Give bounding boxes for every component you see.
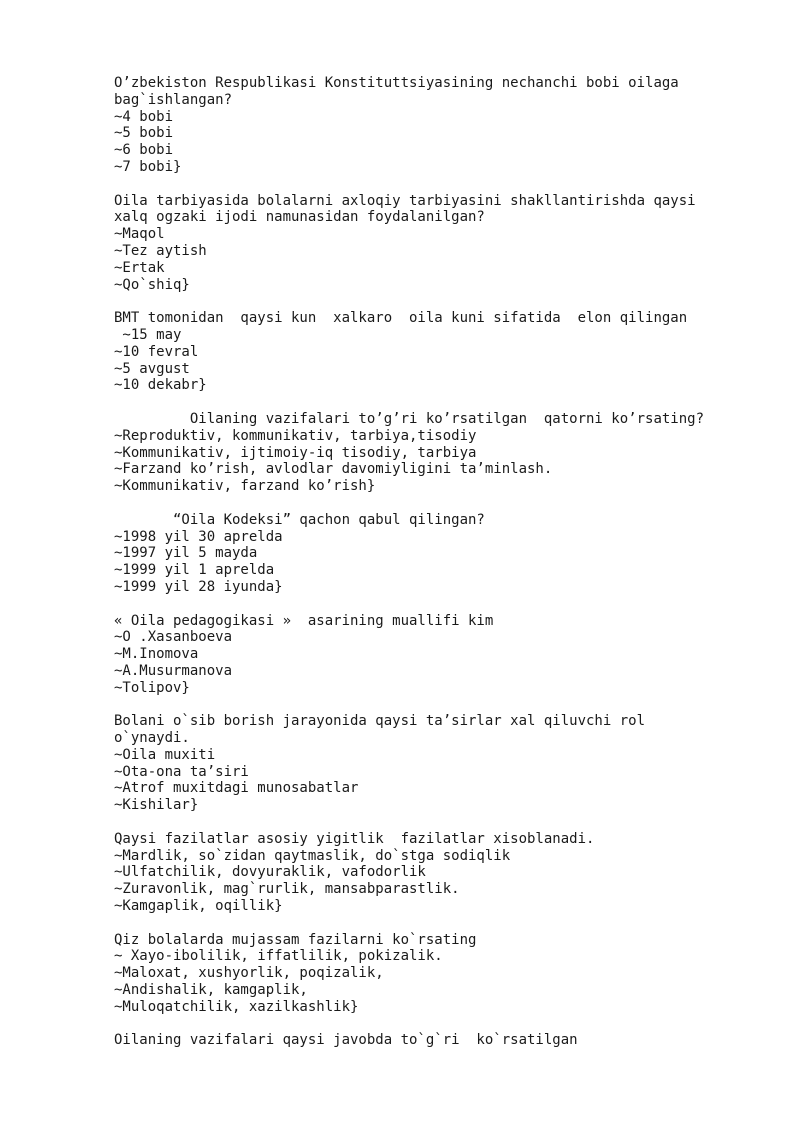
answer-option: ~Kishilar} [114, 797, 199, 814]
question-block [114, 310, 774, 394]
question-block [114, 831, 774, 915]
answer-option: ~Ulfatchilik, dovyuraklik, vafodorlik [114, 864, 426, 881]
answer-option: ~Maloxat, xushyorlik, poqizalik, [114, 965, 384, 982]
question-text: Oila tarbiyasida bolalarni axloqiy tarbiyasini shakllantirishda qaysi [114, 192, 696, 209]
question-text: Oilaning vazifalari to’g’ri ko’rsatilgan qatorni ko’rsating? [114, 410, 705, 427]
answer-option: ~10 fevral [114, 343, 199, 360]
answer-option: ~Maqol [114, 226, 165, 243]
question-text: “Oila Kodeksi” qachon qabul qilingan? [114, 511, 485, 528]
answer-option: ~7 bobi} [114, 158, 182, 175]
answer-option: ~1998 yil 30 aprelda [114, 528, 283, 545]
question-text: O’zbekiston Respublikasi Konstituttsiyasining nechanchi bobi oilaga [114, 75, 679, 91]
question-text: Oilaning vazifalari qaysi javobda to`g`ri ko`rsatilgan [114, 1032, 578, 1049]
answer-option: ~1999 yil 1 aprelda [114, 562, 275, 579]
answer-option: ~Kamgaplik, oqillik} [114, 898, 283, 915]
answer-option: ~Qo`shiq} [114, 276, 190, 293]
question-text: o`ynaydi. [114, 730, 190, 747]
answer-option: ~1999 yil 28 iyunda} [114, 578, 283, 595]
question-block [114, 713, 774, 814]
answer-option: ~Mardlik, so`zidan qaytmaslik, do`stga sodiqlik [114, 847, 511, 864]
question-block [114, 75, 774, 176]
question-text: « Oila pedagogikasi » asarining muallifi kim [114, 612, 494, 629]
answer-option: ~15 may [114, 326, 182, 343]
answer-option: ~5 avgust [114, 360, 190, 377]
answer-option: ~A.Musurmanova [114, 662, 233, 679]
question-list [114, 75, 774, 1066]
question-block [114, 411, 774, 495]
answer-option: ~Kommunikativ, ijtimoiy-iq tisodiy, tarbiya [114, 444, 477, 461]
question-text: Qaysi fazilatlar asosiy yigitlik fazilatlar xisoblanadi. [114, 830, 595, 847]
question-text: Bolani o`sib borish jarayonida qaysi ta’sirlar xal qiluvchi rol [114, 713, 646, 730]
question-text: Qiz bolalarda mujassam fazilarni ko`rsating [114, 931, 477, 948]
answer-option: ~O .Xasanboeva [114, 629, 233, 646]
answer-option: ~Muloqatchilik, xazilkashlik} [114, 998, 359, 1015]
question-block [114, 1032, 774, 1049]
question-text: bag`ishlangan? [114, 91, 233, 108]
answer-option: ~6 bobi [114, 142, 174, 159]
answer-option: ~ Xayo-ibolilik, iffatlilik, pokizalik. [114, 948, 443, 965]
answer-option: ~Tolipov} [114, 679, 190, 696]
question-block [114, 512, 774, 596]
question-text: xalq ogzaki ijodi namunasidan foydalanilgan? [114, 209, 485, 226]
question-block [114, 613, 774, 697]
answer-option: ~Ertak [114, 259, 165, 276]
question-text: BMT tomonidan qaysi kun xalkaro oila kuni sifatida elon qilingan [114, 310, 688, 327]
answer-option: ~1997 yil 5 mayda [114, 545, 258, 562]
answer-option: ~Atrof muxitdagi munosabatlar [114, 780, 359, 797]
answer-option: ~Andishalik, kamgaplik, [114, 982, 308, 999]
answer-option: ~Tez aytish [114, 242, 207, 259]
answer-option: ~5 bobi [114, 125, 174, 142]
answer-option: ~M.Inomova [114, 646, 199, 663]
answer-option: ~10 dekabr} [114, 377, 207, 394]
answer-option: ~Farzand ko’rish, avlodlar davomiyligini ta’minlash. [114, 461, 553, 478]
answer-option: ~Zuravonlik, mag`rurlik, mansabparastlik. [114, 881, 460, 898]
answer-option: ~Oila muxiti [114, 746, 216, 763]
question-block [114, 193, 774, 294]
answer-option: ~4 bobi [114, 108, 174, 125]
answer-option: ~Kommunikativ, farzand ko’rish} [114, 478, 376, 495]
answer-option: ~Ota-ona ta’siri [114, 763, 249, 780]
answer-option: ~Reproduktiv, kommunikativ, tarbiya,tisodiy [114, 427, 477, 444]
question-block [114, 932, 774, 1016]
